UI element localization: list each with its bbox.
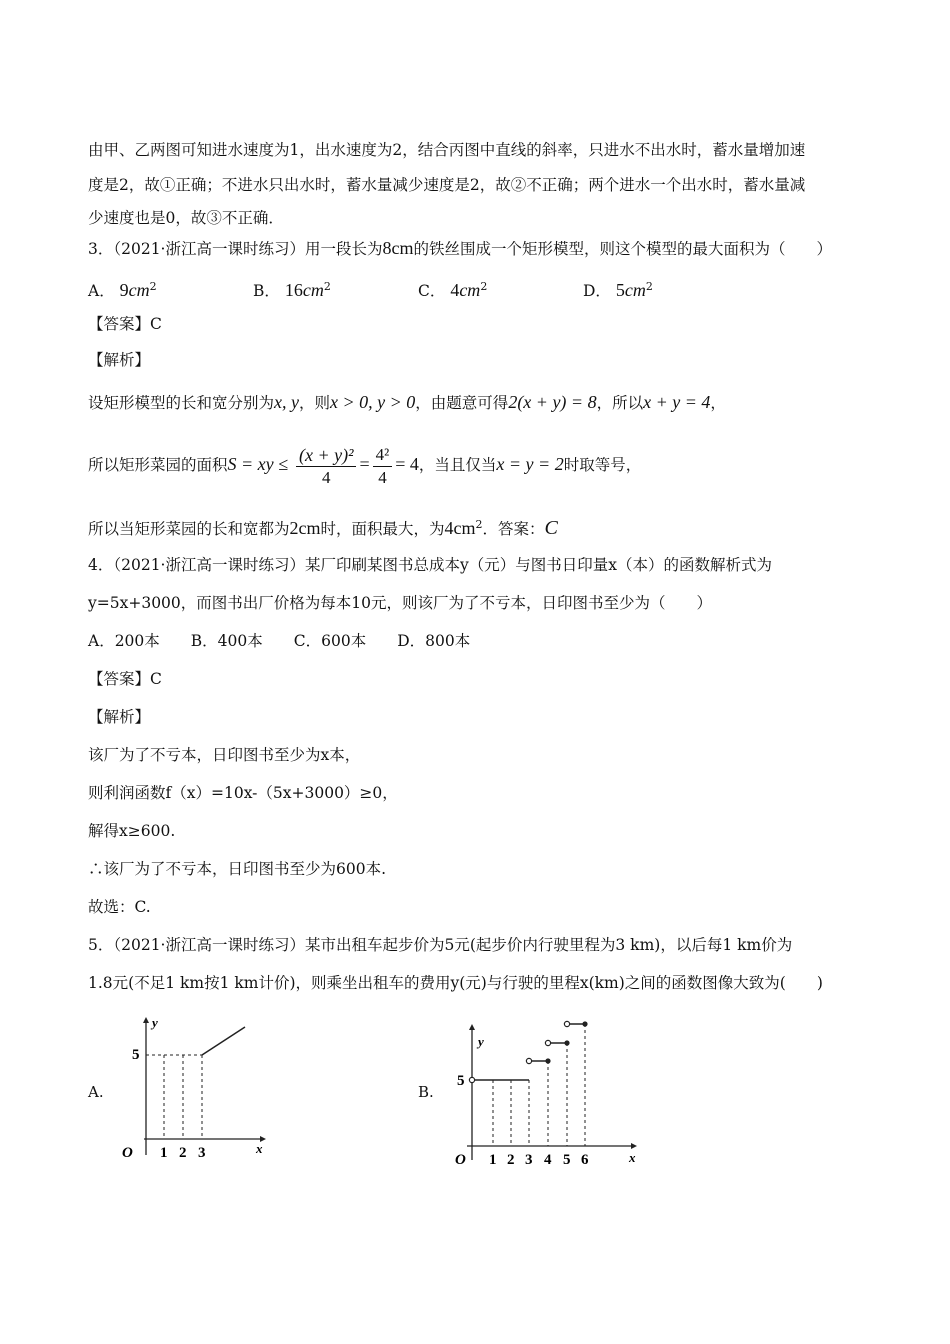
graph-a-x-tick-1: 1 [160,1145,168,1161]
q3-analysis-step-3: 所以当矩形菜园的长和宽都为2cm时，面积最大，为$4cm^2$．答案：C [88,517,558,540]
q3-stem-head: 3．（2021·浙江高一课时练习）用一段长为 [88,240,383,258]
fraction-2: $\frac{\text{4²}}{4}$ [373,444,393,489]
graph-b-open-point-3 [545,1040,550,1045]
q4-answer: 【答案】C [88,670,162,688]
q4-analysis-line-5: 故选：C. [88,898,151,916]
graph-b-x-tick-2: 2 [507,1152,515,1168]
q4-analysis-line-1: 该厂为了不亏本，日印图书至少为x本， [88,746,361,764]
q3-stem [88,238,832,259]
graph-b-y-arrow-icon [469,1024,475,1030]
graph-a-x-tick-2: 2 [179,1145,187,1161]
intro-line-1: 由甲、乙两图可知进水速度为1，出水速度为2，结合丙图中直线的斜率，只进水不出水时，蓄水量增加速 [88,141,806,159]
q3-analysis-title: 【解析】 [88,351,151,369]
graph-b-x-tick-1: 1 [489,1152,497,1168]
graph-a-y-label: y [152,1015,158,1030]
graph-a [110,1015,280,1175]
graph-b [445,988,650,1168]
q3-stem-tail: 的铁丝围成一个矩形模型，则这个模型的最大面积为（ ） [413,240,833,258]
q4-analysis-line-3: 解得x≥600. [88,822,176,840]
graph-b-x-tick-3: 3 [525,1152,533,1168]
graph-b-x-tick-4: 4 [544,1152,552,1168]
q3-analysis-step-2: 所以矩形菜园的面积S = xy ≤ $\frac{\text{(x + y)²}}{4}$ = $\frac{\text{4²}}{4}$ = 4，当且仅当x = y = 2时取等号， [88,444,642,487]
graph-a-label: A. [88,1083,104,1101]
q3-analysis-step-1: 设矩形模型的长和宽分别为x, y，则x > 0, y > 0，由题意可得2(x + y) = 8，所以x + y = 4， [88,392,726,412]
graph-b-closed-point-1 [545,1058,550,1063]
intro-line-3: 少速度也是0，故③不正确． [88,209,284,227]
graph-b-y-label: y [478,1034,484,1049]
q4-options: A．200本 B．400本 C．600本 D．800本 [88,632,471,650]
fraction-1: $\frac{\text{(x + y)²}}{4}$ [296,444,357,489]
graph-a-y-tick: 5 [132,1047,140,1063]
q3-answer: 【答案】C [88,315,162,333]
graph-a-ray [202,1027,245,1055]
q4-stem-line-2: y=5x+3000，而图书出厂价格为每本10元，则该厂为了不亏本，日印图书至少为（ ） [88,594,713,612]
graph-b-closed-point-2 [564,1040,569,1045]
graph-b-y-tick: 5 [457,1073,465,1089]
graph-a-origin: O [122,1145,133,1161]
graph-b-open-point-1 [469,1077,474,1082]
graph-b-label: B. [418,1083,434,1101]
graph-b-x-arrow-icon [631,1143,637,1149]
q3-option-c: C． $4cm^2$ [418,280,488,301]
q3-option-b: B． $16cm^2$ [253,280,331,301]
graph-b-open-point-4 [564,1021,569,1026]
q4-analysis-line-2: 则利润函数f（x）=10x-（5x+3000）≥0， [88,784,398,802]
q5-stem-line-2: 1.8元(不足1 km按1 km计价)，则乘坐出租车的费用y(元)与行驶的里程x(km)之间的函数图像大致为( ) [88,974,823,992]
graph-b-x-tick-5: 5 [563,1152,571,1168]
q3-option-d: D． $5cm^2$ [583,280,653,301]
graph-b-closed-point-3 [582,1021,587,1026]
graph-b-x-tick-6: 6 [581,1152,589,1168]
graph-b-origin: O [455,1152,466,1168]
q4-stem-line-1: 4．（2021·浙江高一课时练习）某厂印刷某图书总成本y（元）与图书日印量x（本）的函数解析式为 [88,556,772,574]
graph-b-open-point-2 [526,1058,531,1063]
graph-a-y-arrow-icon [143,1017,149,1023]
q5-stem-line-1: 5．（2021·浙江高一课时练习）某市出租车起步价为5元(起步价内行驶里程为3 km)，以后每1 km价为 [88,936,793,954]
q4-analysis-title: 【解析】 [88,708,151,726]
graph-a-x-label: x [256,1141,263,1156]
q3-wire-length: 8cm [382,238,414,258]
q3-option-a: A． $9cm^2$ [88,280,157,301]
graph-b-x-label: x [629,1150,636,1165]
q4-analysis-line-4: ∴该厂为了不亏本，日印图书至少为600本. [88,860,387,878]
graph-a-x-tick-3: 3 [198,1145,206,1161]
intro-line-2: 度是2，故①正确；不进水只出水时，蓄水量减少速度是2，故②不正确；两个进水一个出水时，蓄水量减 [88,176,806,194]
